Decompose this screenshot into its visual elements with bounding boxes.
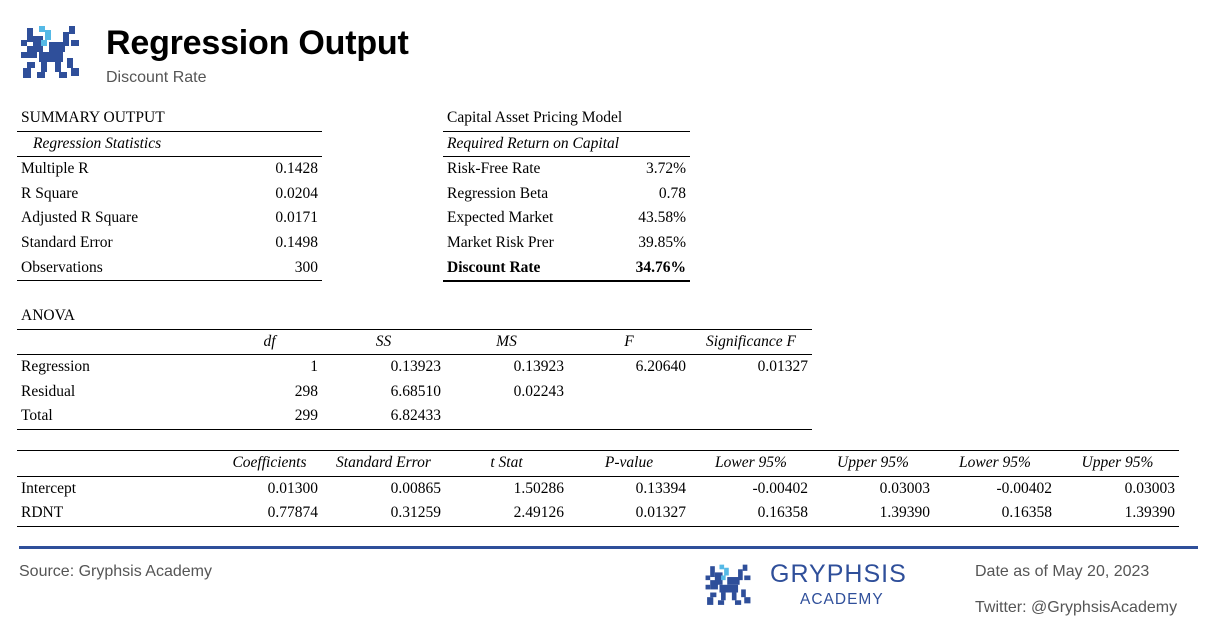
gryphon-logo-icon — [19, 22, 81, 80]
table-row — [443, 206, 690, 231]
coef-cell: -0.00402 — [752, 479, 808, 497]
coef-cell: 0.77874 — [217, 501, 322, 526]
anova-cell: 6.20640 — [635, 358, 686, 376]
coef-cell: -0.00402 — [996, 479, 1052, 497]
stat-label: R Square — [21, 184, 79, 202]
anova-cell: 298 — [294, 382, 318, 400]
anova-cell: 299 — [217, 404, 322, 429]
coef-cell: 0.16358 — [934, 501, 1056, 526]
stat-value: 0.1428 — [275, 160, 318, 178]
coef-header: Upper 95% — [812, 451, 934, 477]
table-row — [17, 206, 322, 231]
coef-cell: 0.31259 — [322, 501, 445, 526]
coef-header: P-value — [568, 451, 690, 477]
capm-title: Capital Asset Pricing Model — [443, 106, 690, 131]
summary-title: SUMMARY OUTPUT — [17, 106, 322, 131]
table-row — [17, 231, 322, 256]
brand-subtitle: ACADEMY — [800, 591, 884, 608]
gryphsis-brand-icon — [704, 560, 752, 608]
capm-label: Regression Beta — [447, 184, 549, 202]
twitter-handle: Twitter: @GryphsisAcademy — [975, 599, 1178, 616]
table-row — [443, 231, 690, 256]
stat-label: Observations — [17, 256, 217, 281]
regression-statistics-heading: Regression Statistics — [17, 131, 322, 157]
coef-cell: 1.39390 — [1056, 501, 1179, 526]
anova-cell: 6.68510 — [390, 382, 441, 400]
discount-rate-value: 34.76% — [603, 256, 690, 282]
anova-header: SS — [322, 329, 445, 355]
coef-header: Upper 95% — [1056, 451, 1179, 477]
table-row — [17, 157, 322, 182]
table-row — [17, 404, 812, 429]
coef-cell: 0.03003 — [1124, 479, 1175, 497]
stat-label: Standard Error — [21, 233, 113, 251]
coef-cell: 2.49126 — [445, 501, 568, 526]
stat-label: Adjusted R Square — [21, 209, 139, 227]
page-title: Regression Output — [106, 24, 409, 62]
coef-header: Coefficients — [217, 451, 322, 477]
capm-value: 3.72% — [645, 160, 686, 178]
source-text: Source: Gryphsis Academy — [19, 563, 212, 580]
table-row — [17, 501, 1179, 526]
stat-value: 300 — [217, 256, 322, 281]
table-row — [17, 256, 322, 281]
anova-row-label: Regression — [21, 358, 90, 376]
anova-cell: 0.13923 — [390, 358, 441, 376]
stat-value: 0.0204 — [275, 184, 318, 202]
coefficients-table — [17, 450, 1179, 527]
anova-cell — [690, 404, 812, 429]
stat-label: Multiple R — [21, 160, 89, 178]
table-row — [443, 157, 690, 182]
table-row — [443, 256, 690, 282]
anova-table — [17, 304, 812, 430]
capm-table — [443, 106, 690, 282]
coef-cell: 0.01327 — [568, 501, 690, 526]
coef-cell: 0.13394 — [635, 479, 686, 497]
anova-cell — [568, 404, 690, 429]
capm-label: Market Risk Prer — [447, 233, 554, 251]
table-row — [17, 476, 1179, 501]
required-return-heading: Required Return on Capital — [443, 131, 690, 157]
coef-cell: 0.01300 — [267, 479, 318, 497]
coef-header: Standard Error — [322, 451, 445, 477]
anova-header: F — [568, 329, 690, 355]
capm-label: Risk-Free Rate — [447, 160, 541, 178]
coef-row-label: RDNT — [17, 501, 217, 526]
page-subtitle: Discount Rate — [106, 69, 207, 86]
table-row — [443, 182, 690, 207]
anova-cell: 0.02243 — [513, 382, 564, 400]
coef-header: t Stat — [445, 451, 568, 477]
anova-title: ANOVA — [21, 307, 75, 324]
anova-row-label: Total — [17, 404, 217, 429]
anova-cell — [568, 380, 690, 405]
brand-name: GRYPHSIS — [770, 560, 907, 588]
table-row — [17, 355, 812, 380]
anova-header: Significance F — [690, 329, 812, 355]
anova-cell: 0.13923 — [513, 358, 564, 376]
discount-rate-label: Discount Rate — [443, 256, 603, 282]
anova-cell: 0.01327 — [757, 358, 808, 376]
table-row — [17, 380, 812, 405]
footer-divider — [19, 546, 1198, 549]
anova-cell — [445, 404, 568, 429]
date-text: Date as of May 20, 2023 — [975, 563, 1150, 580]
coef-header: Lower 95% — [690, 451, 812, 477]
capm-value: 0.78 — [658, 184, 686, 202]
coef-cell: 0.16358 — [690, 501, 812, 526]
coef-cell: 1.39390 — [812, 501, 934, 526]
stat-value: 0.0171 — [275, 209, 318, 227]
coef-cell: 0.03003 — [879, 479, 930, 497]
capm-value: 43.58% — [638, 209, 686, 227]
coef-cell: 1.50286 — [513, 479, 564, 497]
table-row — [17, 182, 322, 207]
anova-cell: 1 — [310, 358, 318, 376]
anova-cell: 6.82433 — [322, 404, 445, 429]
anova-header: MS — [445, 329, 568, 355]
coef-cell: 0.00865 — [390, 479, 441, 497]
capm-value: 39.85% — [638, 233, 686, 251]
capm-label: Expected Market — [447, 209, 554, 227]
anova-header: df — [217, 329, 322, 355]
anova-cell — [690, 380, 812, 405]
coef-row-label: Intercept — [21, 479, 77, 497]
summary-output-table — [17, 106, 322, 281]
coef-header: Lower 95% — [934, 451, 1056, 477]
stat-value: 0.1498 — [275, 233, 318, 251]
anova-row-label: Residual — [21, 382, 76, 400]
